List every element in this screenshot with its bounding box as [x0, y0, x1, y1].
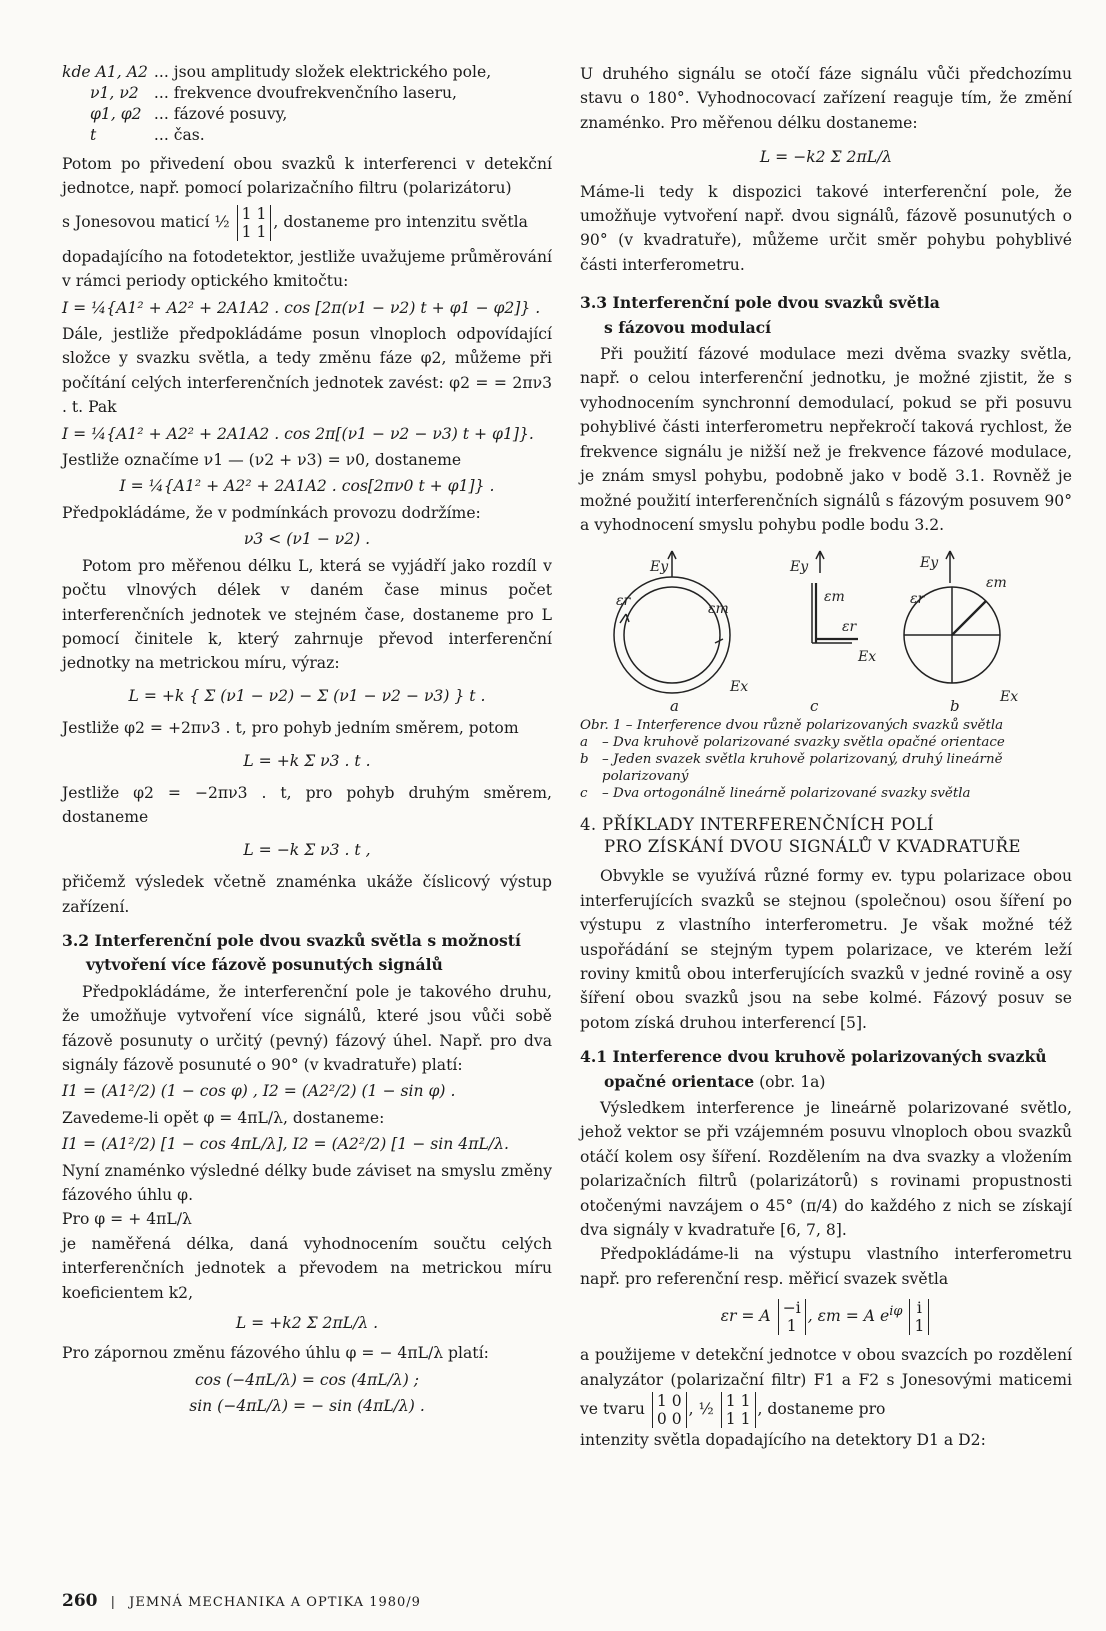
heading-line: s fázovou modulací [604, 317, 772, 337]
def-symbol: kde A1, A2 [62, 63, 148, 81]
panel-label-c: c [810, 697, 819, 714]
matrix-row: 1 1 [725, 1392, 751, 1411]
paragraph: Předpokládáme-li na výstupu vlastního interferometru např. pro referenční resp. měřicí svazek světla [580, 1245, 1072, 1288]
jones-matrix [237, 205, 272, 241]
right-column [580, 62, 1072, 1452]
equation: L = +k Σ ν3 . t . [243, 751, 371, 770]
vector-em [909, 1299, 929, 1335]
paragraph: je naměřená délka, daná vyhodnocením součtu celých interferenčních jednotek a převodem na metrickou míru koeficientem k2, [62, 1234, 552, 1302]
equation: I1 = (A1²/2) [1 − cos 4πL/λ], I2 = (A2²/2) [1 − sin 4πL/λ. [62, 1135, 509, 1154]
caption-title: Obr. 1 – Interference dvou různě polarizovaných svazků světla [580, 718, 1004, 734]
equation: L = +k { Σ (ν1 − ν2) − Σ (ν1 − ν2 − ν3) } t . [128, 686, 486, 705]
caption-row [580, 734, 1072, 751]
label-er: εr [616, 593, 631, 610]
text: a použijeme v detekční jednotce v obou svazcích po rozdělení analyzátor (polarizační filtr) F1 a F2 s Jonesovými maticemi ve tvaru [580, 1346, 1072, 1419]
outer-circle-a [614, 577, 730, 693]
caption-text: – Dva kruhově polarizované svazky světla opačné orientace [602, 735, 1005, 751]
heading-line: 4. PŘÍKLADY INTERFERENČNÍCH POLÍ [580, 815, 934, 835]
label-em: εm [708, 601, 729, 618]
matrix-row: 1 1 [241, 204, 267, 223]
paragraph: Jestliže φ2 = +2πν3 . t, pro pohyb jedním směrem, potom [62, 719, 519, 738]
caption-key: b [580, 752, 589, 768]
equation: ν3 < (ν1 − ν2) . [243, 530, 371, 549]
paragraph: U druhého signálu se otočí fáze signálu vůči předchozímu stavu o 180°. Vyhodnocovací zařízení reaguje tím, že změní znaménko. Pro měřenou délku dostaneme: [580, 65, 1072, 132]
jones-matrix-line [62, 205, 552, 241]
figure-1-polarization-diagram [580, 543, 1072, 713]
paragraph: Jestliže φ2 = −2πν3 . t, pro pohyb druhým směrem, dostaneme [62, 783, 552, 827]
text: , [688, 1400, 694, 1419]
label-ex: Ex [858, 649, 877, 666]
matrix-row: 1 [786, 1317, 797, 1336]
paragraph: Výsledkem interference je lineárně polarizované světlo, jehož vektor se při vzájemném posuvu vlnoploch obou svazků otáčí kolem osy šíření. Rozdělením na dva svazky a vložením polarizačních filtrů (polarizátorů) s rovinami propustnosti otočenými navzájem o 45° (π/4) do každého z nich se získají dva signály v kvadratuře [6, 7, 8]. [580, 1098, 1072, 1239]
def-text: ... frekvence dvoufrekvenčního laseru, [153, 84, 457, 102]
paragraph: Pro φ = + 4πL/λ [62, 1210, 192, 1229]
paragraph: Předpokládáme, že v podmínkách provozu dodržíme: [62, 503, 481, 522]
def-text: ... jsou amplitudy složek elektrického pole, [153, 63, 492, 81]
fraction-half: ½ [698, 1400, 714, 1419]
eq-text: εr = A [720, 1307, 771, 1326]
paragraph: Potom pro měřenou délku L, která se vyjádří jako rozdíl v počtu vlnových délek v daném čase minus počet interferenčních jednotek ve stejném čase, dostaneme pro L pomocí činitele k, který zahrnuje převod interferenční jednotky na metrickou míru, výraz: [62, 556, 552, 673]
matrix-row: −i [782, 1299, 801, 1318]
matrix-row: 0 0 [656, 1410, 682, 1429]
journal-name: JEMNÁ MECHANIKA A OPTIKA 1980/9 [129, 1595, 421, 1610]
jones-matrix-f2 [721, 1392, 756, 1428]
paragraph: Dále, jestliže předpokládáme posun vlnoploch odpovídající složce y svazku světla, a tedy změnu fáze φ2, můžeme při počítání celých interferenčních jednotek zavést: φ2 = = 2πν3 . t. Pak [62, 325, 552, 417]
panel-label-b: b [950, 697, 960, 714]
text: s Jonesovou maticí [62, 212, 210, 231]
page-footer [62, 1591, 421, 1611]
heading-line: 3.2 Interferenční pole dvou svazků světla s možností [62, 930, 521, 950]
text: , dostaneme pro [757, 1400, 886, 1419]
section-heading-3-2 [62, 929, 552, 978]
caption-row [580, 751, 1072, 785]
paragraph [580, 1343, 1072, 1428]
paragraph: přičemž výsledek včetně znaménka ukáže číslicový výstup zařízení. [62, 873, 552, 916]
figure-caption [580, 717, 1072, 802]
section-heading-4-1 [580, 1045, 1072, 1094]
panel-label-a: a [670, 697, 679, 714]
heading-line: 3.3 Interferenční pole dvou svazků světla [580, 293, 940, 313]
page-number: 260 [62, 1591, 98, 1611]
left-column [62, 62, 552, 1421]
paragraph: Potom po přivedení obou svazků k interferenci v detekční jednotce, např. pomocí polarizačního filtru (polarizátoru) [62, 155, 552, 198]
heading-line: opačné orientace [604, 1071, 755, 1091]
caption-text: – Dva ortogonálně lineárně polarizované svazky světla [602, 786, 971, 802]
def-text: ... čas. [153, 126, 205, 144]
def-symbol: ν1, ν2 [90, 84, 139, 102]
paragraph: Zavedeme-li opět φ = 4πL/λ, dostaneme: [62, 1108, 385, 1127]
fraction-half: ½ [214, 212, 230, 231]
eq-text: , εm = A e [807, 1307, 890, 1326]
matrix-row: 1 1 [241, 222, 267, 241]
matrix-row: 1 1 [725, 1410, 751, 1429]
equation: sin (−4πL/λ) = − sin (4πL/λ) . [189, 1397, 425, 1416]
label-ey: Ey [920, 555, 939, 572]
paragraph: Nyní znaménko výsledné délky bude záviset na smyslu změny fázového úhlu φ. [62, 1161, 552, 1205]
label-ey: Ey [790, 559, 809, 576]
label-ex: Ex [730, 679, 749, 696]
paragraph: Máme-li tedy k dispozici takové interferenční pole, že umožňuje vytvoření např. dvou signálů, fázově posunutých o 90° (v kvadratuře), můžeme určit směr pohybu pohyblivé části interferometru. [580, 182, 1072, 274]
heading-line: PRO ZÍSKÁNÍ DVOU SIGNÁLŮ V KVADRATUŘE [604, 837, 1021, 857]
footer-divider: | [110, 1595, 117, 1610]
def-symbol: φ1, φ2 [90, 105, 142, 123]
caption-text: – Jeden svazek světla kruhově polarizovaný, druhý lineárně polarizovaný [602, 752, 1003, 785]
def-symbol: t [90, 126, 97, 144]
equation: L = +k2 Σ 2πL/λ . [235, 1314, 379, 1333]
paragraph: Jestliže označíme ν1 — (ν2 + ν3) = ν0, dostaneme [62, 451, 462, 470]
em-vector-b [952, 601, 986, 635]
matrix-row: 1 [914, 1317, 925, 1336]
label-em: εm [824, 589, 845, 606]
paragraph: Předpokládáme, že interferenční pole je takového druhu, že umožňuje vytvoření více signálů, které jsou vůči sobě fázově posunuty o určitý (pevný) fázový úhel. Např. pro dva signály fázově posunuté o 90° (v kvadratuře) platí: [62, 982, 552, 1074]
inner-circle-a [624, 587, 720, 683]
equation: cos (−4πL/λ) = cos (4πL/λ) ; [194, 1370, 420, 1389]
heading-ref: (obr. 1a) [754, 1072, 826, 1091]
equation: L = −k2 Σ 2πL/λ [759, 148, 893, 167]
paragraph: Při použití fázové modulace mezi dvěma svazky světla, např. o celou interferenční jednotku, je možné zjistit, že s vyhodnocením synchronní demodulací, pokud se při posuvu pohyblivé části interferometru nepřekročí taková rychlost, že frekvence signálu je nižší než je frekvence fázové modulace, je znám smysl pohybu, podobně jako v bodě 3.1. Rovněž je možné použití interferenčních signálů s fázovým posuvem 90° a vyhodnocení smyslu pohybu podle bodu 3.2. [580, 345, 1072, 534]
equation-jones-vectors [580, 1299, 1072, 1335]
jones-matrix-f1 [652, 1392, 687, 1428]
equation: L = −k Σ ν3 . t , [243, 840, 371, 859]
label-ex: Ex [1000, 689, 1019, 706]
label-er: εr [910, 591, 925, 608]
paragraph: dopadajícího na fotodetektor, jestliže uvažujeme průměrování v rámci periody optického kmitočtu: [62, 247, 552, 291]
equation: I = ¼{A1² + A2² + 2A1A2 . cos 2π[(ν1 − ν2 − ν3) t + φ1]}. [62, 424, 534, 443]
text: , dostaneme pro intenzitu světla [273, 212, 528, 231]
caption-key: c [580, 786, 588, 802]
exponent: iφ [889, 1304, 903, 1320]
section-heading-3-3 [580, 291, 1072, 340]
paragraph: Pro zápornou změnu fázového úhlu φ = − 4πL/λ platí: [62, 1344, 489, 1363]
label-em: εm [986, 575, 1007, 592]
vector-er [778, 1299, 806, 1335]
symbol-definitions [62, 62, 497, 146]
equation: I = ¼{A1² + A2² + 2A1A2 . cos [2π(ν1 − ν2) t + φ1 − φ2]} . [62, 298, 541, 317]
matrix-row: 1 0 [656, 1392, 682, 1411]
equation: I = ¼{A1² + A2² + 2A1A2 . cos[2πν0 t + φ1]} . [119, 477, 495, 496]
label-ey: Ey [650, 559, 669, 576]
equation: I1 = (A1²/2) (1 − cos φ) , I2 = (A2²/2) (1 − sin φ) . [62, 1082, 456, 1101]
matrix-row: i [916, 1299, 922, 1318]
def-text: ... fázové posuvy, [153, 105, 288, 123]
paragraph: Obvykle se využívá různé formy ev. typu polarizace obou interferujících svazků se stejnou (společnou) osou šíření po výstupu z vlastního interferometru. Je však možné též uspořádání se stejným typem polarizace, ve kterém leží roviny kmitů obou interferujících svazků v jedné rovině a osy šíření obou svazků jsou na sebe kolmé. Fázový posuv se potom získá druhou interferencí [5]. [580, 867, 1072, 1032]
heading-line: 4.1 Interference dvou kruhově polarizovaných svazků [580, 1047, 1047, 1067]
label-er: εr [842, 619, 857, 636]
caption-row [580, 785, 1072, 802]
paragraph: intenzity světla dopadajícího na detektory D1 a D2: [580, 1431, 986, 1450]
section-heading-4 [580, 814, 1072, 858]
caption-key: a [580, 735, 588, 751]
heading-line: vytvoření více fázově posunutých signálů [86, 955, 443, 975]
